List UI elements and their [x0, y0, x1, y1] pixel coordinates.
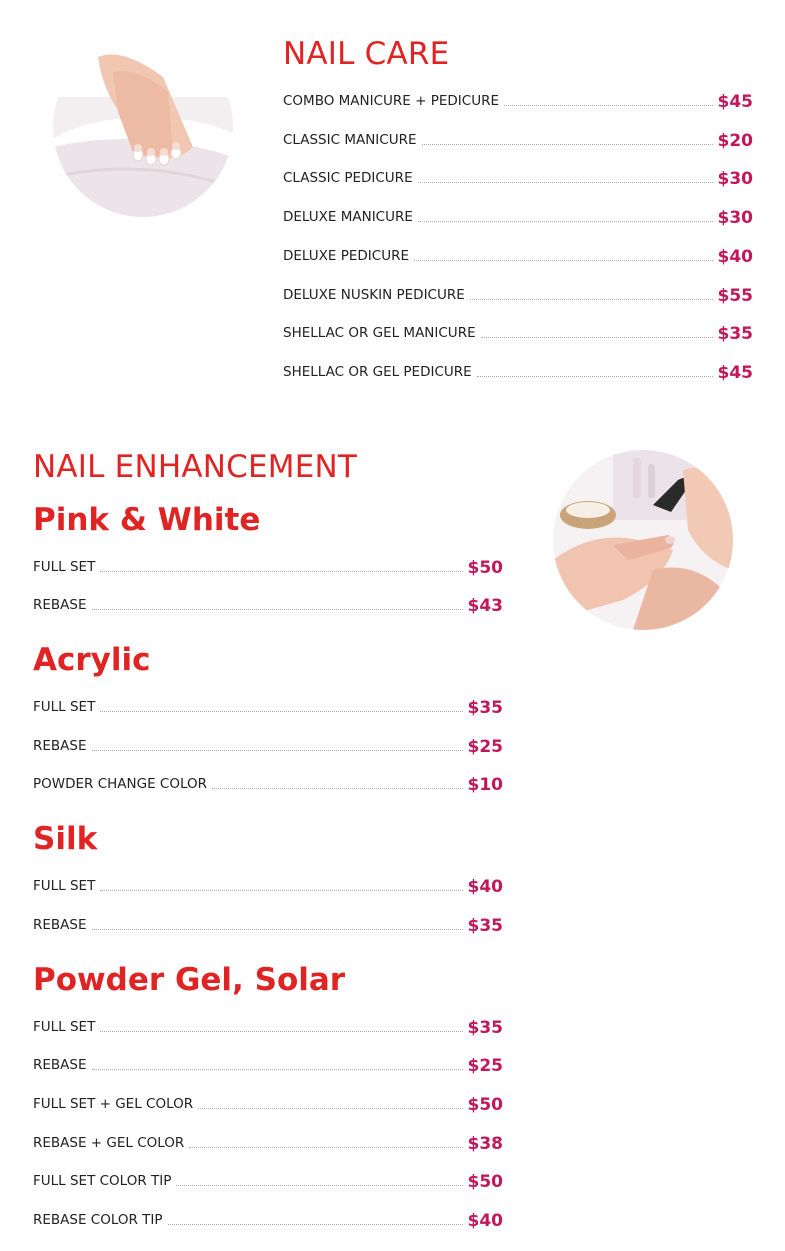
item-price: $35	[467, 1018, 503, 1038]
item-name: FULL SET + GEL COLOR	[33, 1096, 194, 1112]
item-name: DELUXE NUSKIN PEDICURE	[283, 287, 465, 303]
menu-item	[283, 165, 753, 189]
dotted-leader	[92, 750, 463, 751]
dotted-leader	[100, 890, 462, 891]
menu-item	[33, 1207, 503, 1231]
item-price: $25	[467, 737, 503, 757]
item-price: $25	[467, 1056, 503, 1076]
item-name: REBASE	[33, 1057, 87, 1073]
menu-item	[33, 733, 503, 757]
item-price: $43	[467, 596, 503, 616]
item-price: $40	[467, 1211, 503, 1231]
dotted-leader	[92, 929, 463, 930]
item-name: CLASSIC MANICURE	[283, 132, 417, 148]
item-name: POWDER CHANGE COLOR	[33, 776, 208, 792]
menu-item	[283, 204, 753, 228]
menu-item	[33, 912, 503, 936]
item-name: DELUXE PEDICURE	[283, 248, 409, 264]
item-name: SHELLAC OR GEL PEDICURE	[283, 364, 472, 380]
menu-item	[33, 771, 503, 795]
dotted-leader	[504, 105, 713, 106]
item-price: $40	[467, 877, 503, 897]
dotted-leader	[100, 1031, 462, 1032]
item-price: $38	[467, 1134, 503, 1154]
dotted-leader	[100, 571, 462, 572]
menu-item	[33, 1130, 503, 1154]
item-price: $50	[467, 558, 503, 578]
nail-polish-application-photo-icon	[553, 450, 733, 630]
item-name: FULL SET	[33, 1019, 96, 1035]
item-name: FULL SET	[33, 699, 96, 715]
nail-enhancement-photo	[553, 450, 733, 630]
menu-item	[283, 282, 753, 306]
item-name: FULL SET	[33, 559, 96, 575]
item-name: COMBO MANICURE + PEDICURE	[283, 93, 499, 109]
group-title-powder-gel-solar: Powder Gel, Solar	[33, 962, 346, 998]
menu-item	[33, 694, 503, 718]
dotted-leader	[176, 1185, 462, 1186]
item-name: REBASE	[33, 597, 87, 613]
menu-item	[283, 320, 753, 344]
dotted-leader	[418, 182, 713, 183]
group-title-acrylic: Acrylic	[33, 642, 151, 678]
dotted-leader	[189, 1147, 462, 1148]
dotted-leader	[418, 221, 713, 222]
menu-item	[33, 1052, 503, 1076]
dotted-leader	[470, 299, 713, 300]
item-price: $50	[467, 1172, 503, 1192]
nail-care-title: NAIL CARE	[283, 36, 450, 72]
menu-item	[33, 1014, 503, 1038]
item-price: $50	[467, 1095, 503, 1115]
dotted-leader	[100, 711, 462, 712]
dotted-leader	[198, 1108, 462, 1109]
item-price: $35	[717, 324, 753, 344]
item-price: $30	[717, 169, 753, 189]
item-name: FULL SET	[33, 878, 96, 894]
item-name: FULL SET COLOR TIP	[33, 1173, 172, 1189]
dotted-leader	[481, 337, 713, 338]
menu-item	[33, 592, 503, 616]
group-title-pink-white: Pink & White	[33, 502, 261, 538]
item-name: REBASE	[33, 917, 87, 933]
item-price: $35	[467, 916, 503, 936]
menu-item	[283, 88, 753, 112]
item-name: REBASE + GEL COLOR	[33, 1135, 185, 1151]
dotted-leader	[92, 1069, 463, 1070]
menu-item	[33, 1091, 503, 1115]
item-price: $20	[717, 131, 753, 151]
menu-item	[33, 554, 503, 578]
dotted-leader	[92, 609, 463, 610]
item-price: $45	[717, 363, 753, 383]
item-price: $35	[467, 698, 503, 718]
nail-enhancement-title: NAIL ENHANCEMENT	[33, 449, 358, 485]
item-name: REBASE	[33, 738, 87, 754]
item-name: SHELLAC OR GEL MANICURE	[283, 325, 476, 341]
menu-item	[283, 359, 753, 383]
item-price: $55	[717, 286, 753, 306]
item-name: REBASE COLOR TIP	[33, 1212, 163, 1228]
dotted-leader	[168, 1224, 463, 1225]
item-price: $30	[717, 208, 753, 228]
item-name: CLASSIC PEDICURE	[283, 170, 413, 186]
dotted-leader	[414, 260, 713, 261]
item-price: $45	[717, 92, 753, 112]
dotted-leader	[212, 788, 462, 789]
hands-on-towel-photo-icon	[53, 37, 233, 217]
group-title-silk: Silk	[33, 821, 98, 857]
nail-care-photo	[53, 37, 233, 217]
menu-item	[283, 127, 753, 151]
menu-item	[33, 1168, 503, 1192]
item-name: DELUXE MANICURE	[283, 209, 413, 225]
item-price: $10	[467, 775, 503, 795]
item-price: $40	[717, 247, 753, 267]
dotted-leader	[477, 376, 713, 377]
dotted-leader	[422, 144, 713, 145]
menu-item	[33, 873, 503, 897]
menu-item	[283, 243, 753, 267]
